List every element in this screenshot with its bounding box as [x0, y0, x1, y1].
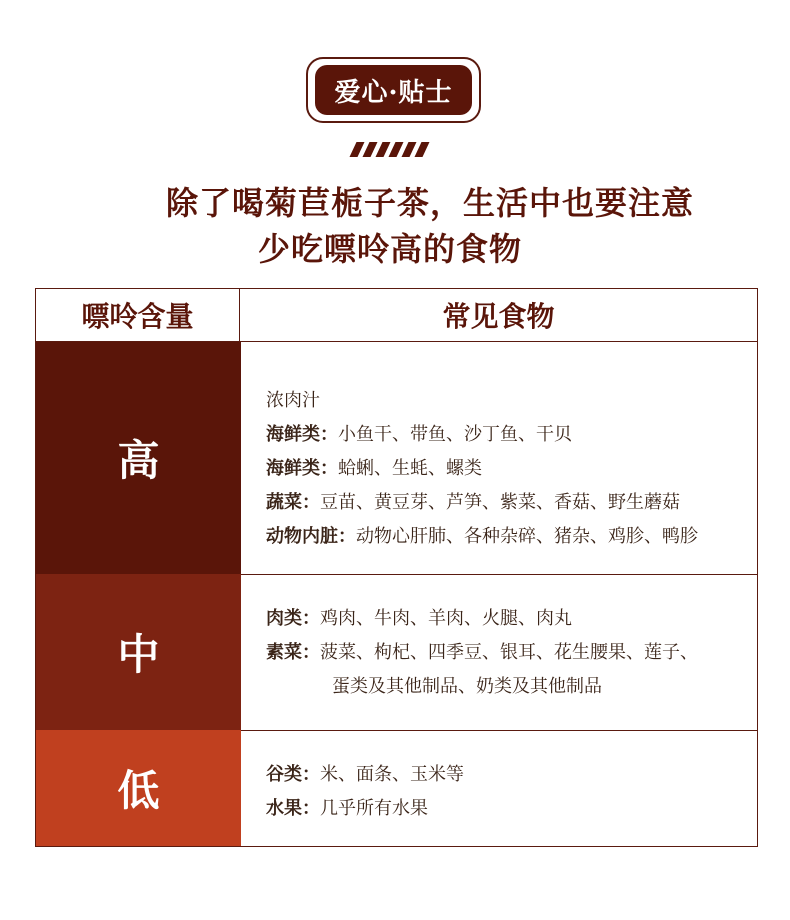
purine-table: [35, 288, 758, 847]
food-line: 海鲜类：蛤蜊、生蚝、螺类: [266, 458, 482, 479]
subtitle-line-1: 除了喝菊苣栀子茶，生活中也要注意: [166, 184, 695, 222]
food-line: 蔬菜：豆苗、黄豆芽、芦笋、紫菜、香菇、野生蘑菇: [266, 492, 680, 513]
food-line: 浓肉汁: [266, 390, 320, 411]
table-row-medium: [36, 574, 757, 730]
level-cell-medium: 中: [36, 574, 241, 730]
food-line: 海鲜类：小鱼干、带鱼、沙丁鱼、干贝: [266, 424, 572, 445]
stripe: [415, 142, 430, 157]
level-cell-low: 低: [36, 730, 241, 846]
table-row-high: [36, 342, 757, 574]
tips-badge-label: 爱心·贴士: [315, 65, 472, 115]
stripe-decoration: [353, 142, 427, 157]
column-header-purine-level: 嘌呤含量: [36, 289, 240, 341]
food-line: 蛋类及其他制品、奶类及其他制品: [332, 676, 602, 697]
food-line: 水果：几乎所有水果: [266, 798, 428, 819]
level-cell-high: 高: [36, 342, 241, 574]
subtitle-line-2: 少吃嘌呤高的食物: [258, 230, 523, 268]
table-row-low: [36, 730, 757, 846]
food-line: 素菜：菠菜、枸杞、四季豆、银耳、花生腰果、莲子、: [266, 642, 698, 663]
table-header: [36, 289, 757, 342]
tips-badge: [306, 57, 481, 123]
food-line: 谷类：米、面条、玉米等: [266, 764, 464, 785]
food-line: 动物内脏：动物心肝肺、各种杂碎、猪杂、鸡胗、鸭胗: [266, 526, 698, 547]
food-line: 肉类：鸡肉、牛肉、羊肉、火腿、肉丸: [266, 608, 572, 629]
column-header-common-foods: 常见食物: [442, 300, 555, 333]
